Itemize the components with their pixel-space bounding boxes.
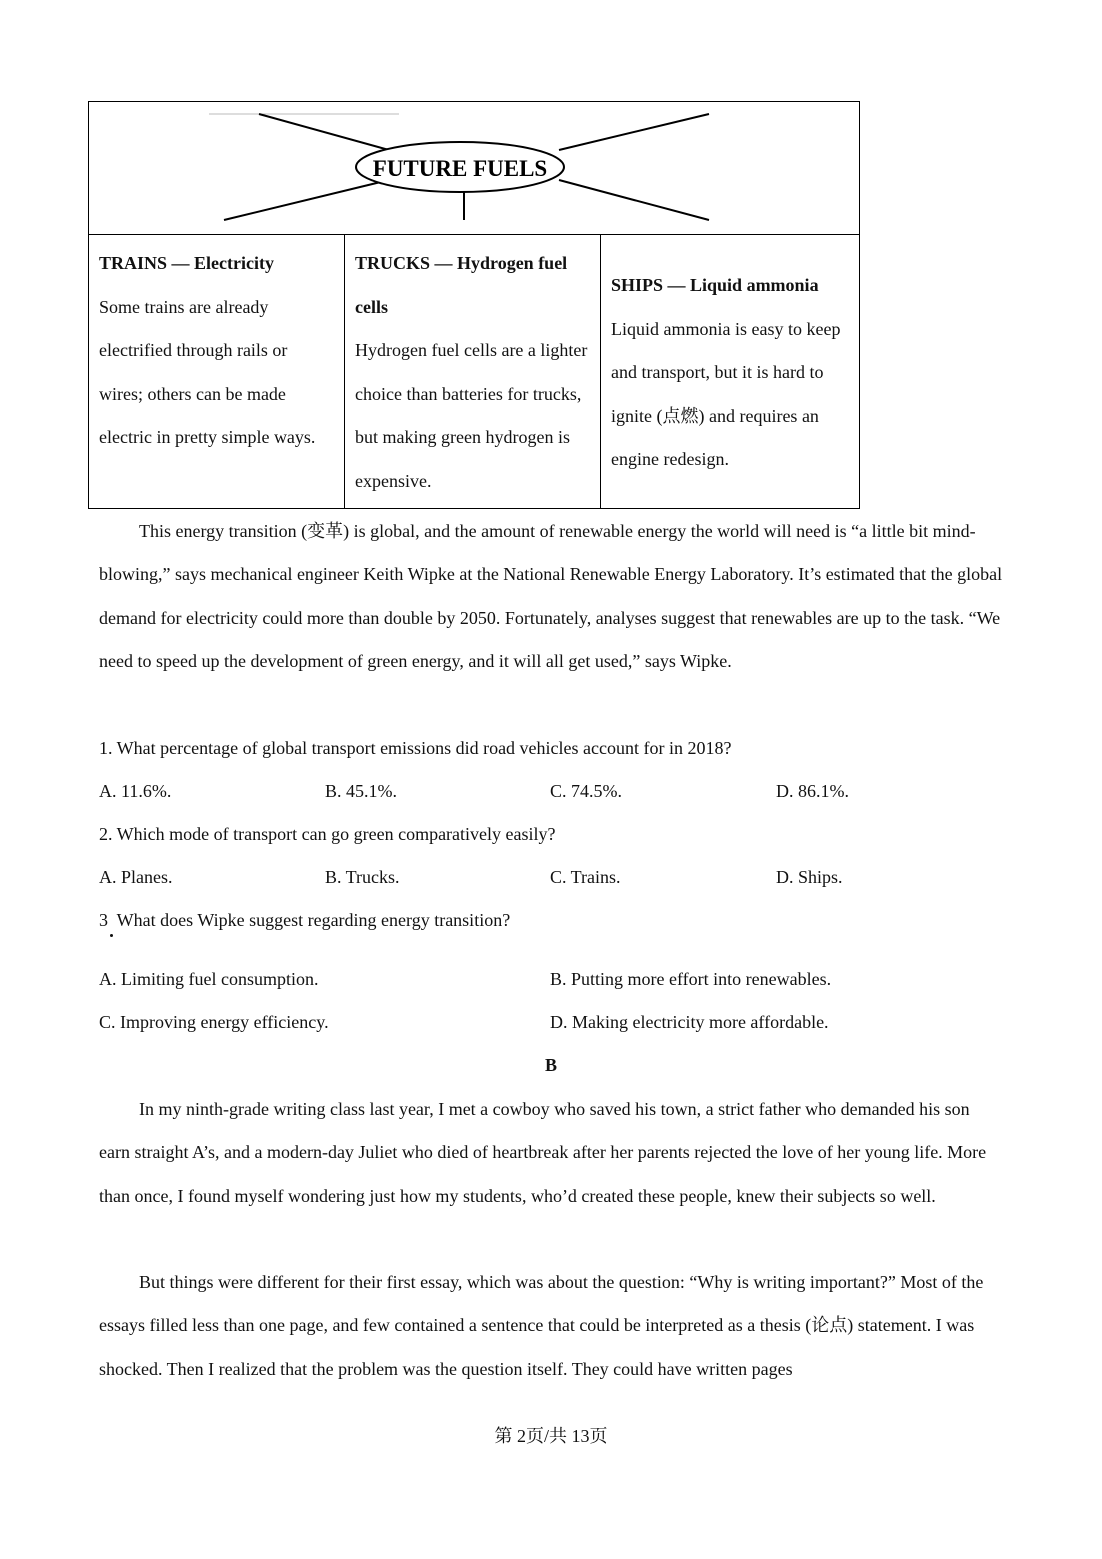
first-essay-paragraph: But things were different for their first essay, which was about the question: “Why is writing important?” Most of the essays filled less than one page, and few contained a sentence that could be interpreted as a thesis (论点) statement. I was shocked. Then I realized that the problem was the question itself. They could have written pages <box>99 1272 984 1379</box>
banner-graphic <box>89 102 859 234</box>
energy-transition-paragraph: This energy transition (变革) is global, and the amount of renewable energy the world will need is “a little bit mind-blowing,” says mechanical engineer Keith Wipke at the National Renewable Energy Laboratory. It’s estimated that the global demand for electricity could more than double by 2050. Fortunately, analyses suggest that renewables are up to the task. “We need to speed up the development of green energy, and it will all get used,” says Wipke. <box>99 521 1003 672</box>
writing-class-paragraph: In my ninth-grade writing class last year, I met a cowboy who saved his town, a strict father who demanded his son earn straight A’s, and a modern-day Juliet who died of heartbreak after her parents rejected the love of her young life. More than once, I found myself wondering just how my students, who’d created these people, knew their subjects so well. <box>99 1099 987 1206</box>
trains-heading: TRAINS — Electricity <box>99 253 274 273</box>
question-3-option-d[interactable]: D. Making electricity more affordable. <box>550 1012 829 1032</box>
trains-body: Some trains are already electrified through rails or wires; others can be made electric in pretty simple ways. <box>99 296 316 447</box>
question-1-stem: 1. What percentage of global transport emissions did road vehicles account for in 2018? <box>99 738 732 758</box>
question-1-option-a[interactable]: A. 11.6%. <box>99 781 172 801</box>
page-number: 第 2页/共 13页 <box>494 1426 608 1446</box>
question-2-option-a[interactable]: A. Planes. <box>99 867 173 887</box>
question-1-option-c[interactable]: C. 74.5%. <box>550 781 622 801</box>
question-3-option-a[interactable]: A. Limiting fuel consumption. <box>99 969 319 989</box>
question-2-option-c[interactable]: C. Trains. <box>550 867 621 887</box>
question-1-option-d[interactable]: D. 86.1%. <box>776 781 849 801</box>
future-fuels-banner <box>89 102 859 235</box>
ships-cell <box>601 234 859 508</box>
question-3-option-b[interactable]: B. Putting more effort into renewables. <box>550 969 832 989</box>
trains-cell <box>89 234 345 508</box>
banner-title: FUTURE FUELS <box>372 156 548 181</box>
question-2-stem: 2. Which mode of transport can go green comparatively easily? <box>99 824 556 844</box>
ships-heading: SHIPS — Liquid ammonia <box>611 275 819 295</box>
ships-body: Liquid ammonia is easy to keep and transport, but it is hard to ignite (点燃) and requires an engine redesign. <box>611 318 841 469</box>
question-3-option-c[interactable]: C. Improving energy efficiency. <box>99 1012 329 1032</box>
trucks-heading: TRUCKS — Hydrogen fuel cells <box>355 253 568 317</box>
question-3-dot <box>110 934 113 937</box>
future-fuels-table <box>88 101 860 509</box>
question-3-stem: 3 What does Wipke suggest regarding energy transition? <box>99 910 511 930</box>
question-1-option-b[interactable]: B. 45.1%. <box>325 781 397 801</box>
question-2-option-b[interactable]: B. Trucks. <box>325 867 400 887</box>
section-b-heading: B <box>544 1055 557 1075</box>
trucks-cell <box>345 234 601 508</box>
question-2-option-d[interactable]: D. Ships. <box>776 867 843 887</box>
trucks-body: Hydrogen fuel cells are a lighter choice than batteries for trucks, but making green hydrogen is expensive. <box>355 340 588 491</box>
